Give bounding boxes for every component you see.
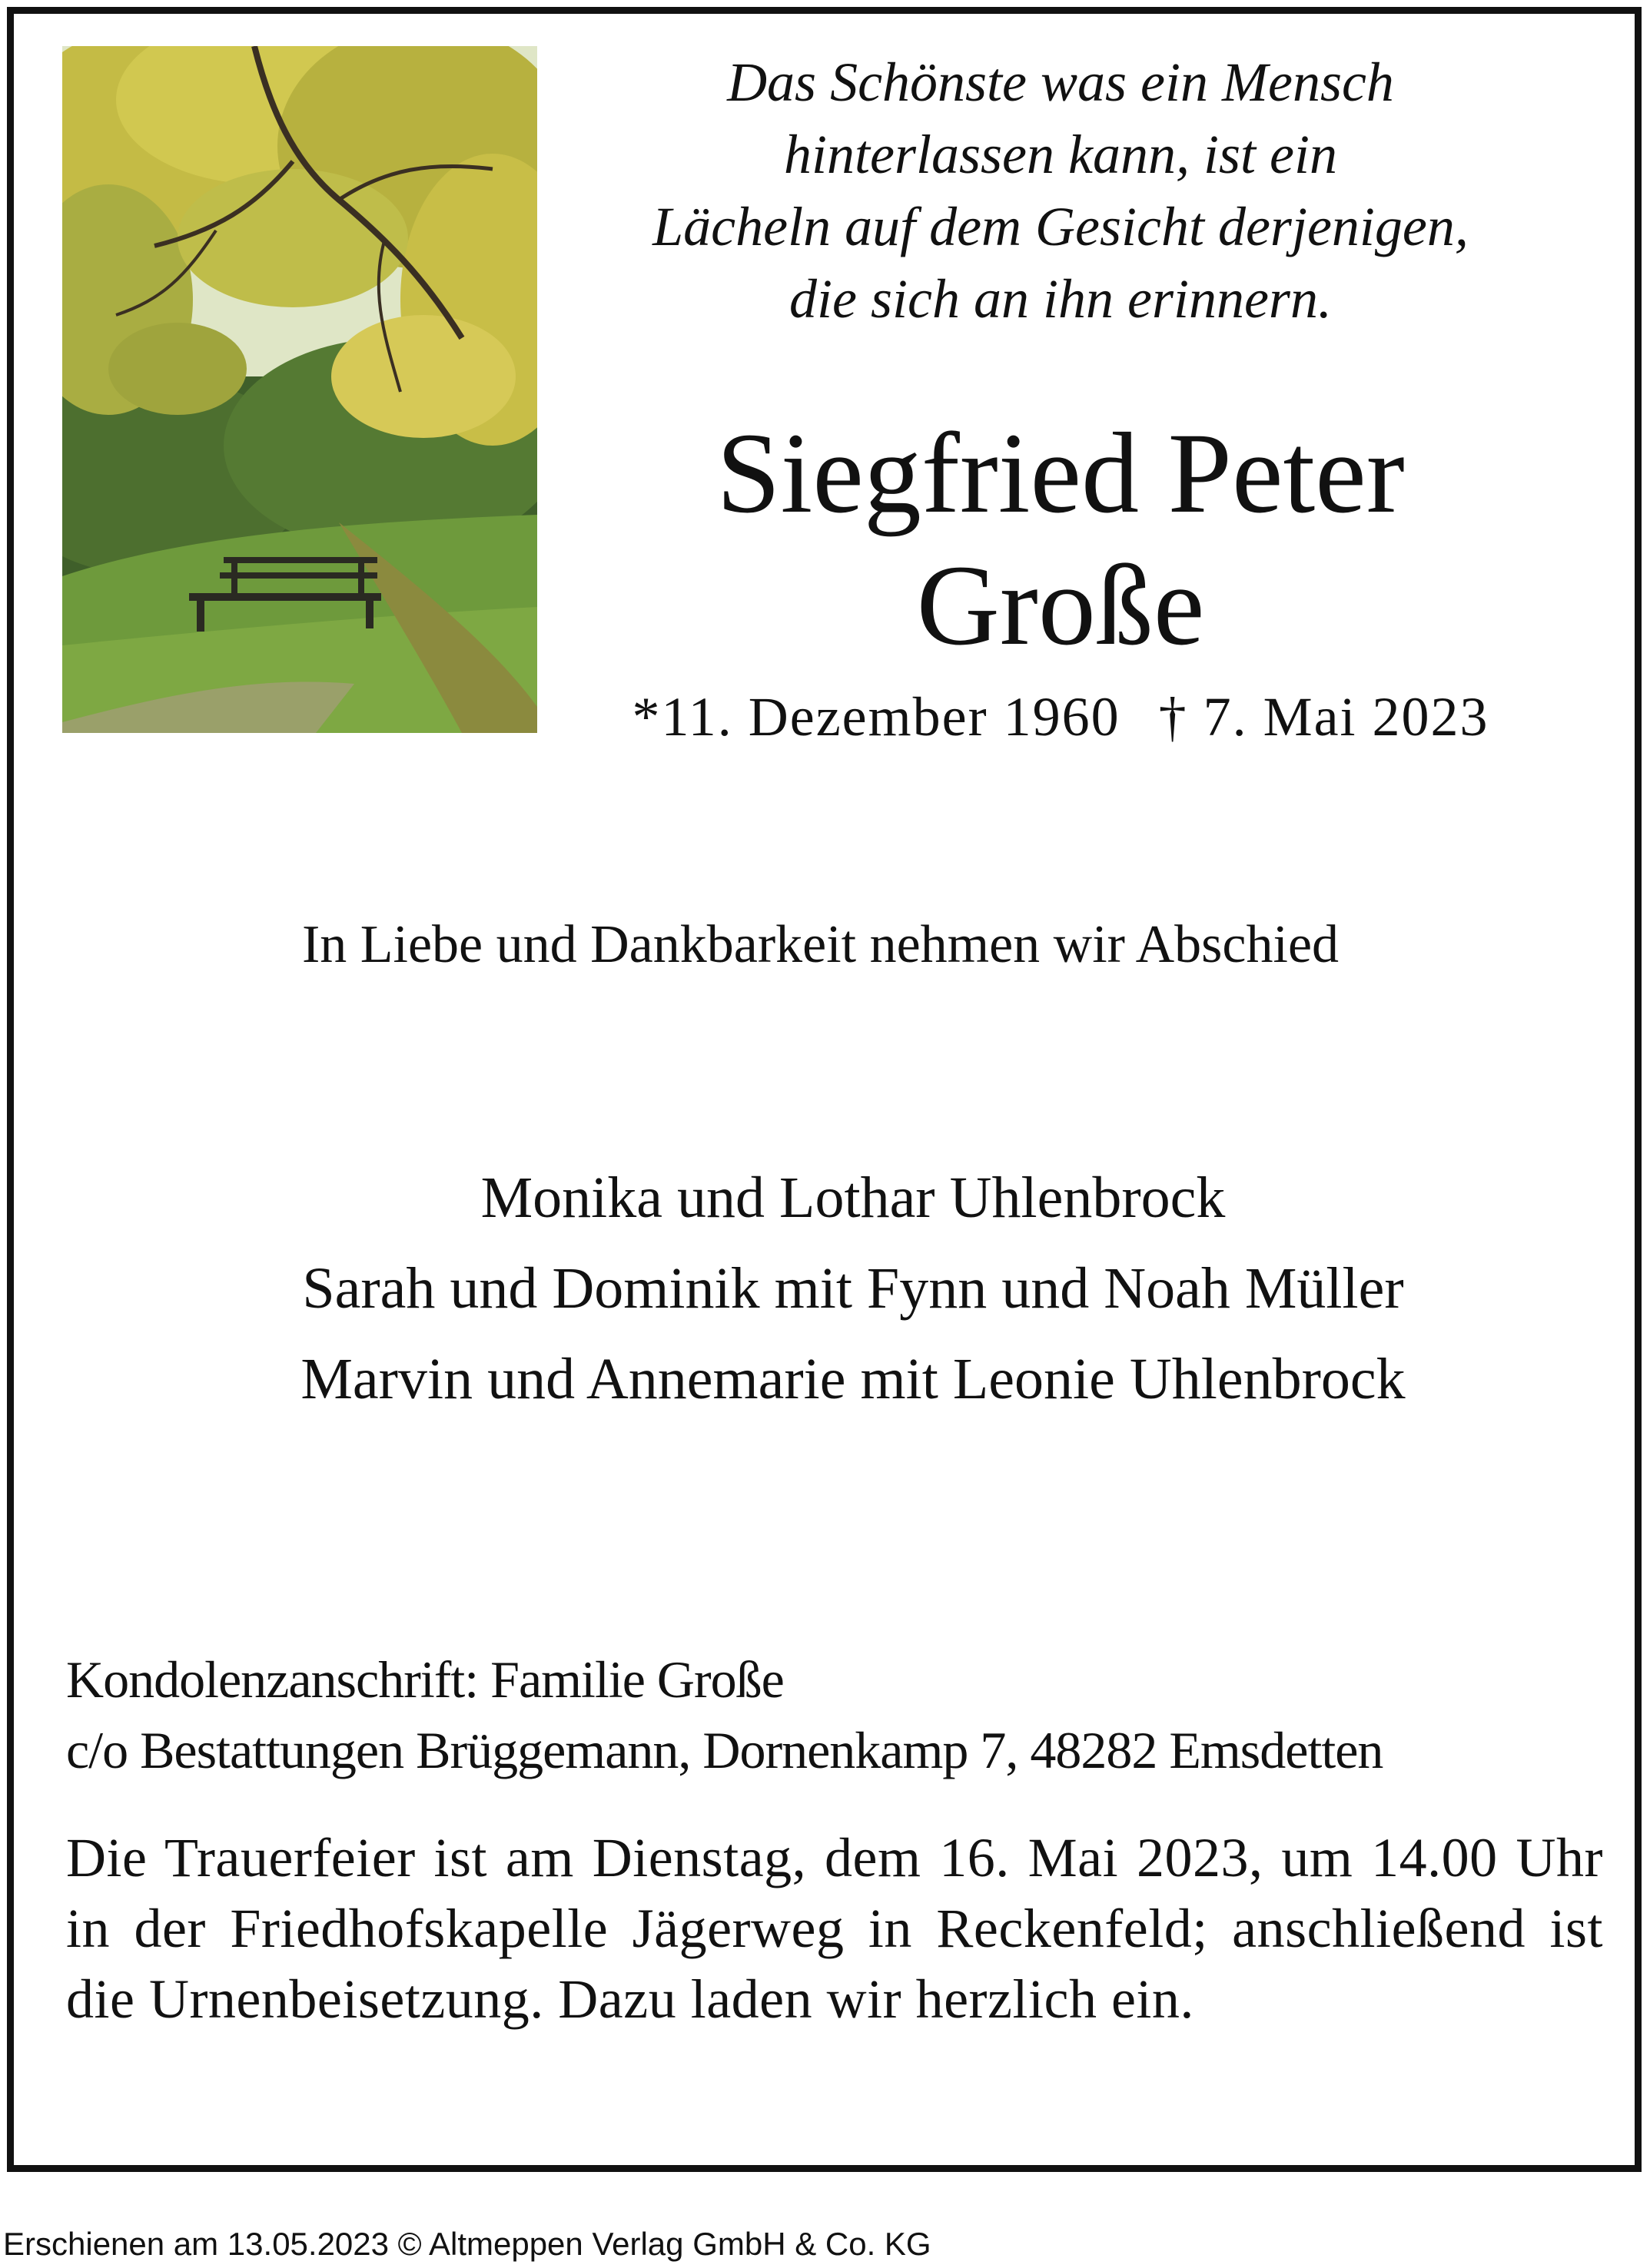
quote-line: die sich an ihn erinnern. bbox=[789, 268, 1332, 330]
deceased-name bbox=[584, 407, 1537, 671]
service-information: Die Trauerfeier ist am Dienstag, dem 16. Mai 2023, um 14.00 Uhr in der Friedhofskapelle Jägerweg in Reckenfeld; anschließend ist die Urnenbeisetzung. Dazu laden wir herzlich ein. bbox=[66, 1827, 1603, 2030]
mourner-line: Marvin und Annemarie mit Leonie Uhlenbrock bbox=[300, 1347, 1406, 1411]
condolence-line: c/o Bestattungen Brüggemann, Dornenkamp 7, 48282 Emsdetten bbox=[66, 1721, 1383, 1779]
farewell-line bbox=[0, 910, 1650, 980]
photo-bench-under-tree bbox=[62, 46, 537, 733]
deceased-surname: Große bbox=[916, 542, 1205, 669]
quote-line: Lächeln auf dem Gesicht derjenigen, bbox=[652, 196, 1469, 257]
death-date: † 7. Mai 2023 bbox=[1158, 686, 1489, 748]
condolence-line: Kondolenzanschrift: Familie Große bbox=[66, 1650, 784, 1709]
quote-line: hinterlassen kann, ist ein bbox=[784, 124, 1337, 185]
mourner-line: Monika und Lothar Uhlenbrock bbox=[480, 1166, 1226, 1230]
condolence-address bbox=[66, 1644, 1611, 1786]
memorial-quote bbox=[584, 46, 1537, 335]
life-dates bbox=[584, 682, 1537, 751]
mourners-list bbox=[61, 1152, 1645, 1424]
farewell-text: In Liebe und Dankbarkeit nehmen wir Abschied bbox=[301, 915, 1340, 974]
quote-line: Das Schönste was ein Mensch bbox=[727, 51, 1394, 113]
publication-footer: Erschienen am 13.05.2023 © Altmeppen Verlag GmbH & Co. KG bbox=[3, 2226, 931, 2262]
landscape-illustration bbox=[62, 46, 537, 733]
deceased-first-names: Siegfried Peter bbox=[716, 410, 1405, 537]
mourner-line: Sarah und Dominik mit Fynn und Noah Müller bbox=[302, 1256, 1404, 1321]
birth-date: *11. Dezember 1960 bbox=[632, 686, 1120, 748]
